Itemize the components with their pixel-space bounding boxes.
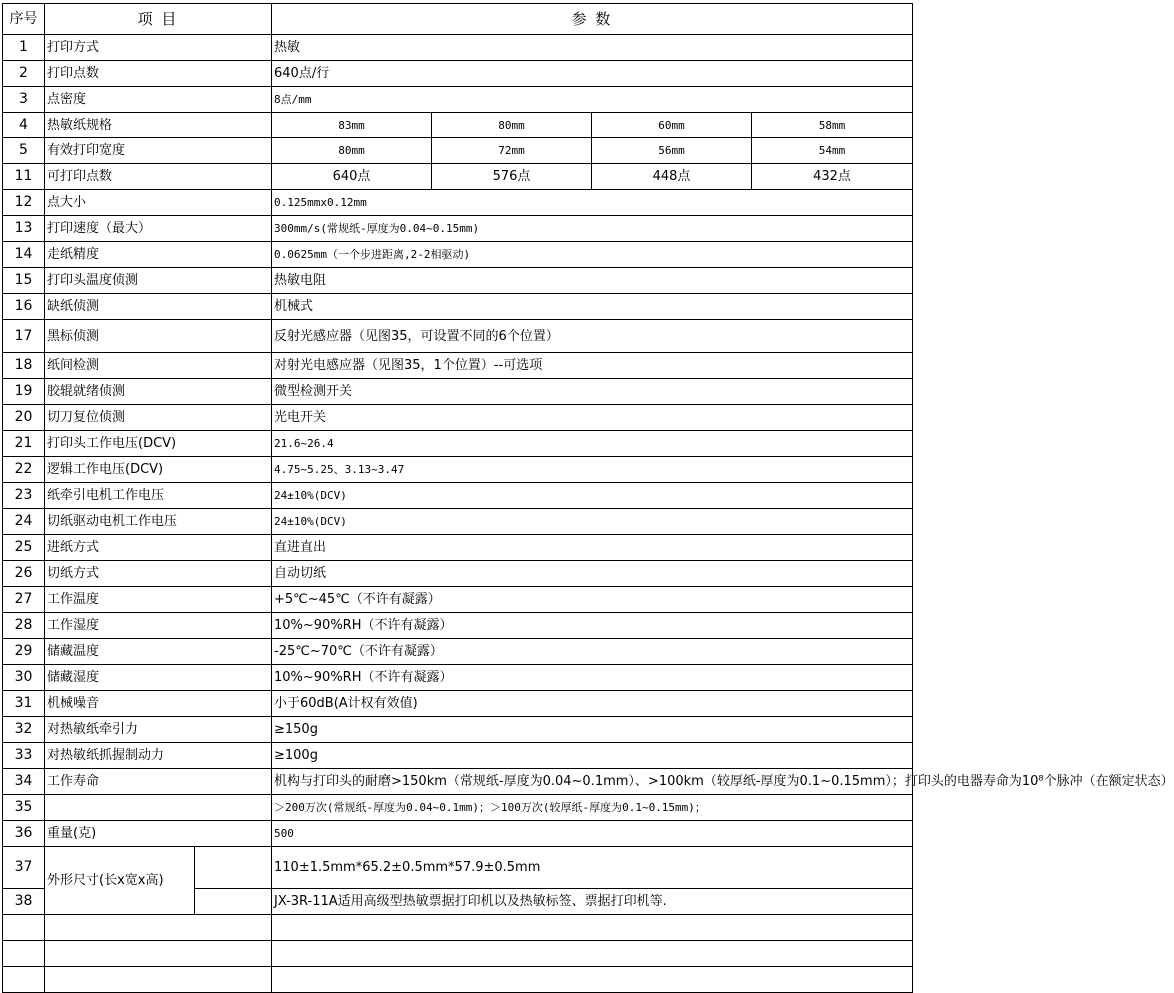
row-no [3,915,45,941]
table-row [3,743,913,769]
row-value: 8点/mm [272,87,913,113]
row-item: 逻辑工作电压(DCV) [45,457,272,483]
table-row [3,138,913,164]
table-row [3,87,913,113]
row-value: 直进直出 [272,535,913,561]
row-value: 24±10%(DCV) [272,483,913,509]
row-cell: 72mm [432,138,592,164]
row-no: 3 [3,87,45,113]
row-no: 2 [3,61,45,87]
row-value: +5℃~45℃（不许有凝露） [272,587,913,613]
row-value: 微型检测开关 [272,379,913,405]
row-cell: 83mm [272,113,432,138]
row-cell: 80mm [432,113,592,138]
row-value [272,967,913,993]
row-item [45,967,272,993]
row-no: 14 [3,242,45,268]
row-no: 38 [3,889,45,915]
row-item: 有效打印宽度 [45,138,272,164]
row-item: 点大小 [45,190,272,216]
row-value: -25℃~70℃（不许有凝露） [272,639,913,665]
row-no: 32 [3,717,45,743]
row-value: ＞200万次(常规纸-厚度为0.04~0.1mm)；＞100万次(较厚纸-厚度为0.1~0.15mm)； [272,795,913,821]
header-row [3,4,913,35]
row-no: 37 [3,847,45,889]
row-item: 切纸驱动电机工作电压 [45,509,272,535]
row-no: 19 [3,379,45,405]
row-item: 打印头工作电压(DCV) [45,431,272,457]
row-item: 储藏温度 [45,639,272,665]
row-cell: 640点 [272,164,432,190]
row-item: 切刀复位侦测 [45,405,272,431]
row-value: 对射光电感应器（见图35，1个位置）--可选项 [272,353,913,379]
table-row [3,941,913,967]
table-row [3,967,913,993]
row-no: 36 [3,821,45,847]
table-row [3,61,913,87]
table-row [3,769,913,795]
row-no: 31 [3,691,45,717]
row-item: 外形尺寸(长x宽x高) [45,847,195,915]
row-no: 27 [3,587,45,613]
row-item: 纸间检测 [45,353,272,379]
row-subitem [195,847,272,889]
row-value: 小于60dB(A计权有效值) [272,691,913,717]
row-cell: 54mm [752,138,913,164]
row-cell: 432点 [752,164,913,190]
row-value: 热敏电阻 [272,268,913,294]
row-value: 640点/行 [272,61,913,87]
table-row [3,353,913,379]
row-value: 110±1.5mm*65.2±0.5mm*57.9±0.5mm [272,847,913,889]
table-row [3,242,913,268]
row-item: 缺纸侦测 [45,294,272,320]
row-no [3,967,45,993]
header-item: 项 目 [45,4,272,35]
row-value: 热敏 [272,35,913,61]
row-value: 光电开关 [272,405,913,431]
table-row [3,405,913,431]
row-no: 16 [3,294,45,320]
table-row [3,587,913,613]
row-cell: 448点 [592,164,752,190]
row-item: 工作温度 [45,587,272,613]
row-no: 20 [3,405,45,431]
table-row [3,379,913,405]
table-row [3,561,913,587]
row-item: 打印方式 [45,35,272,61]
row-value [272,941,913,967]
row-cell: 60mm [592,113,752,138]
row-item: 可打印点数 [45,164,272,190]
table-row [3,847,913,889]
row-value: 机构与打印头的耐磨>150km（常规纸-厚度为0.04~0.1mm）、>100km（较厚纸-厚度为0.1~0.15mm）；打印头的电器寿命为10⁸个脉冲（在额定状态） [272,769,913,795]
row-value: ≥100g [272,743,913,769]
table-row [3,915,913,941]
table-row [3,535,913,561]
table-row [3,113,913,138]
row-no: 25 [3,535,45,561]
table-row [3,190,913,216]
row-no: 30 [3,665,45,691]
row-cell: 58mm [752,113,913,138]
row-item: 切纸方式 [45,561,272,587]
row-value: 300mm/s(常规纸-厚度为0.04~0.15mm) [272,216,913,242]
table-row [3,216,913,242]
row-no: 11 [3,164,45,190]
row-item: 对热敏纸抓握制动力 [45,743,272,769]
row-no: 1 [3,35,45,61]
row-no: 24 [3,509,45,535]
row-no: 26 [3,561,45,587]
row-value: ≥150g [272,717,913,743]
table-row [3,717,913,743]
row-item: 工作湿度 [45,613,272,639]
table-row [3,665,913,691]
row-value: 4.75~5.25、3.13~3.47 [272,457,913,483]
row-item: 工作寿命 [45,769,272,795]
table-row [3,613,913,639]
row-no: 17 [3,320,45,353]
row-value: 500 [272,821,913,847]
row-item: 点密度 [45,87,272,113]
row-no: 34 [3,769,45,795]
row-no: 33 [3,743,45,769]
row-value: 反射光感应器（见图35，可设置不同的6个位置） [272,320,913,353]
row-value: 10%~90%RH（不许有凝露） [272,665,913,691]
header-param: 参 数 [272,4,913,35]
table-row [3,294,913,320]
table-row [3,639,913,665]
table-row [3,320,913,353]
row-item: 打印头温度侦测 [45,268,272,294]
row-cell: 80mm [272,138,432,164]
row-no: 21 [3,431,45,457]
table-row [3,691,913,717]
table-row [3,457,913,483]
row-item: 黑标侦测 [45,320,272,353]
row-item [45,795,272,821]
row-item: 储藏湿度 [45,665,272,691]
row-value: 24±10%(DCV) [272,509,913,535]
row-item: 胶辊就绪侦测 [45,379,272,405]
row-item [45,915,272,941]
row-no: 18 [3,353,45,379]
row-value: 机械式 [272,294,913,320]
row-item: 打印点数 [45,61,272,87]
row-item: 机械噪音 [45,691,272,717]
row-no: 5 [3,138,45,164]
row-value: 自动切纸 [272,561,913,587]
row-value: JX-3R-11A适用高级型热敏票据打印机以及热敏标签、票据打印机等. [272,889,913,915]
table-row [3,509,913,535]
table-row [3,268,913,294]
row-subitem [195,889,272,915]
table-row [3,431,913,457]
row-no: 15 [3,268,45,294]
row-item: 纸牵引电机工作电压 [45,483,272,509]
row-cell: 576点 [432,164,592,190]
table-row [3,483,913,509]
row-item: 重量(克) [45,821,272,847]
row-no: 28 [3,613,45,639]
row-no: 22 [3,457,45,483]
row-no: 35 [3,795,45,821]
table-row [3,35,913,61]
row-no [3,941,45,967]
row-item: 打印速度（最大） [45,216,272,242]
row-value: 21.6~26.4 [272,431,913,457]
table-row [3,795,913,821]
row-item: 对热敏纸牵引力 [45,717,272,743]
row-item [45,941,272,967]
row-value: 0.0625mm（一个步进距离,2-2相驱动) [272,242,913,268]
row-value [272,915,913,941]
row-item: 进纸方式 [45,535,272,561]
row-no: 12 [3,190,45,216]
row-value: 0.125mmx0.12mm [272,190,913,216]
row-no: 13 [3,216,45,242]
table-row [3,821,913,847]
row-item: 热敏纸规格 [45,113,272,138]
row-value: 10%~90%RH（不许有凝露） [272,613,913,639]
row-item: 走纸精度 [45,242,272,268]
row-no: 29 [3,639,45,665]
row-cell: 56mm [592,138,752,164]
row-no: 23 [3,483,45,509]
row-no: 4 [3,113,45,138]
header-no: 序号 [3,4,45,35]
table-row [3,164,913,190]
spec-table [2,3,1174,993]
